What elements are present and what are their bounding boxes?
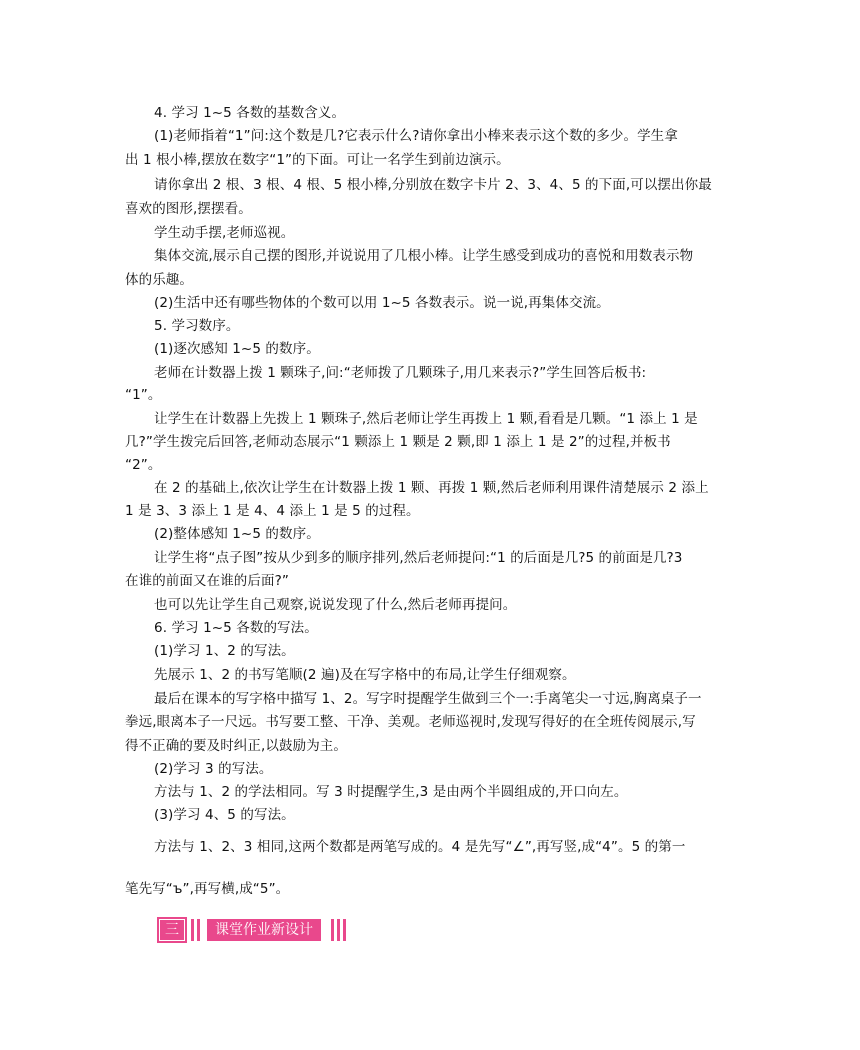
stripe: [191, 919, 194, 941]
banner-stripes-left: [191, 919, 203, 941]
paragraph-line: 请你拿出 2 根、3 根、4 根、5 根小棒,分别放在数字卡片 2、3、4、5 的下面,可以摆出你最: [154, 177, 712, 193]
subheading: (1)学习 1、2 的写法。: [154, 643, 295, 659]
paragraph-line: 拳远,眼离本子一尺远。书写要工整、干净、美观。老师巡视时,发现写得好的在全班传阅展示,写: [125, 714, 696, 730]
banner-stripes-right: [331, 919, 349, 941]
subheading: (2)整体感知 1~5 的数序。: [154, 526, 320, 542]
stripe: [337, 919, 340, 941]
paragraph-line: 在谁的前面又在谁的后面?”: [125, 573, 289, 589]
stripe: [331, 919, 334, 941]
paragraph-line: 笔先写“ъ”,再写横,成“5”。: [125, 881, 290, 897]
section-title: 课堂作业新设计: [207, 919, 321, 941]
paragraph-line: 在 2 的基础上,依次让学生在计数器上拨 1 颗、再拨 1 颗,然后老师利用课件清楚展示 2 添上: [154, 480, 709, 496]
paragraph-line: 让学生将“点子图”按从少到多的顺序排列,然后老师提问:“1 的后面是几?5 的前面是几?3: [154, 550, 683, 566]
section-number-badge: 三: [159, 919, 185, 941]
paragraph-line: “1”。: [125, 387, 162, 403]
paragraph-line: 老师在计数器上拨 1 颗珠子,问:“老师拨了几颗珠子,用几来表示?”学生回答后板书:: [154, 365, 647, 381]
stripe: [343, 919, 346, 941]
paragraph-line: 集体交流,展示自己摆的图形,并说说用了几根小棒。让学生感受到成功的喜悦和用数表示物: [154, 248, 694, 264]
heading-5: 5. 学习数序。: [154, 318, 240, 334]
paragraph-line: 先展示 1、2 的书写笔顺(2 遍)及在写字格中的布局,让学生仔细观察。: [154, 667, 576, 683]
subheading: (1)逐次感知 1~5 的数序。: [154, 341, 320, 357]
paragraph-line: 让学生在计数器上先拨上 1 颗珠子,然后老师让学生再拨上 1 颗,看看是几颗。“1 添上 1 是: [154, 411, 698, 427]
stripe: [197, 919, 200, 941]
section-banner: [157, 919, 349, 941]
paragraph-line: 方法与 1、2、3 相同,这两个数都是两笔写成的。4 是先写“∠”,再写竖,成“4”。5 的第一: [154, 839, 686, 855]
paragraph-line: 最后在课本的写字格中描写 1、2。写字时提醒学生做到三个一:手离笔尖一寸远,胸离桌子一: [154, 691, 702, 707]
heading-4: 4. 学习 1~5 各数的基数含义。: [154, 105, 346, 121]
paragraph-line: 也可以先让学生自己观察,说说发现了什么,然后老师再提问。: [154, 597, 517, 613]
paragraph-line: (2)生活中还有哪些物体的个数可以用 1~5 各数表示。说一说,再集体交流。: [154, 295, 610, 311]
subheading: (2)学习 3 的写法。: [154, 761, 273, 777]
paragraph-line: 学生动手摆,老师巡视。: [154, 225, 295, 241]
paragraph-line: 方法与 1、2 的学法相同。写 3 时提醒学生,3 是由两个半圆组成的,开口向左。: [154, 784, 628, 800]
paragraph-line: 几?”学生拨完后回答,老师动态展示“1 颗添上 1 颗是 2 颗,即 1 添上 1 是 2”的过程,并板书: [125, 434, 671, 450]
paragraph-line: 1 是 3、3 添上 1 是 4、4 添上 1 是 5 的过程。: [125, 503, 420, 519]
paragraph-line: 喜欢的图形,摆摆看。: [125, 201, 252, 217]
paragraph-line: 体的乐趣。: [125, 272, 193, 288]
paragraph-line: “2”。: [125, 457, 162, 473]
subheading: (3)学习 4、5 的写法。: [154, 807, 295, 823]
paragraph-line: 出 1 根小棒,摆放在数字“1”的下面。可让一名学生到前边演示。: [125, 152, 510, 168]
heading-6: 6. 学习 1~5 各数的写法。: [154, 620, 318, 636]
paragraph-line: 得不正确的要及时纠正,以鼓励为主。: [125, 738, 347, 754]
paragraph-line: (1)老师指着“1”问:这个数是几?它表示什么?请你拿出小棒来表示这个数的多少。学生拿: [154, 128, 678, 144]
